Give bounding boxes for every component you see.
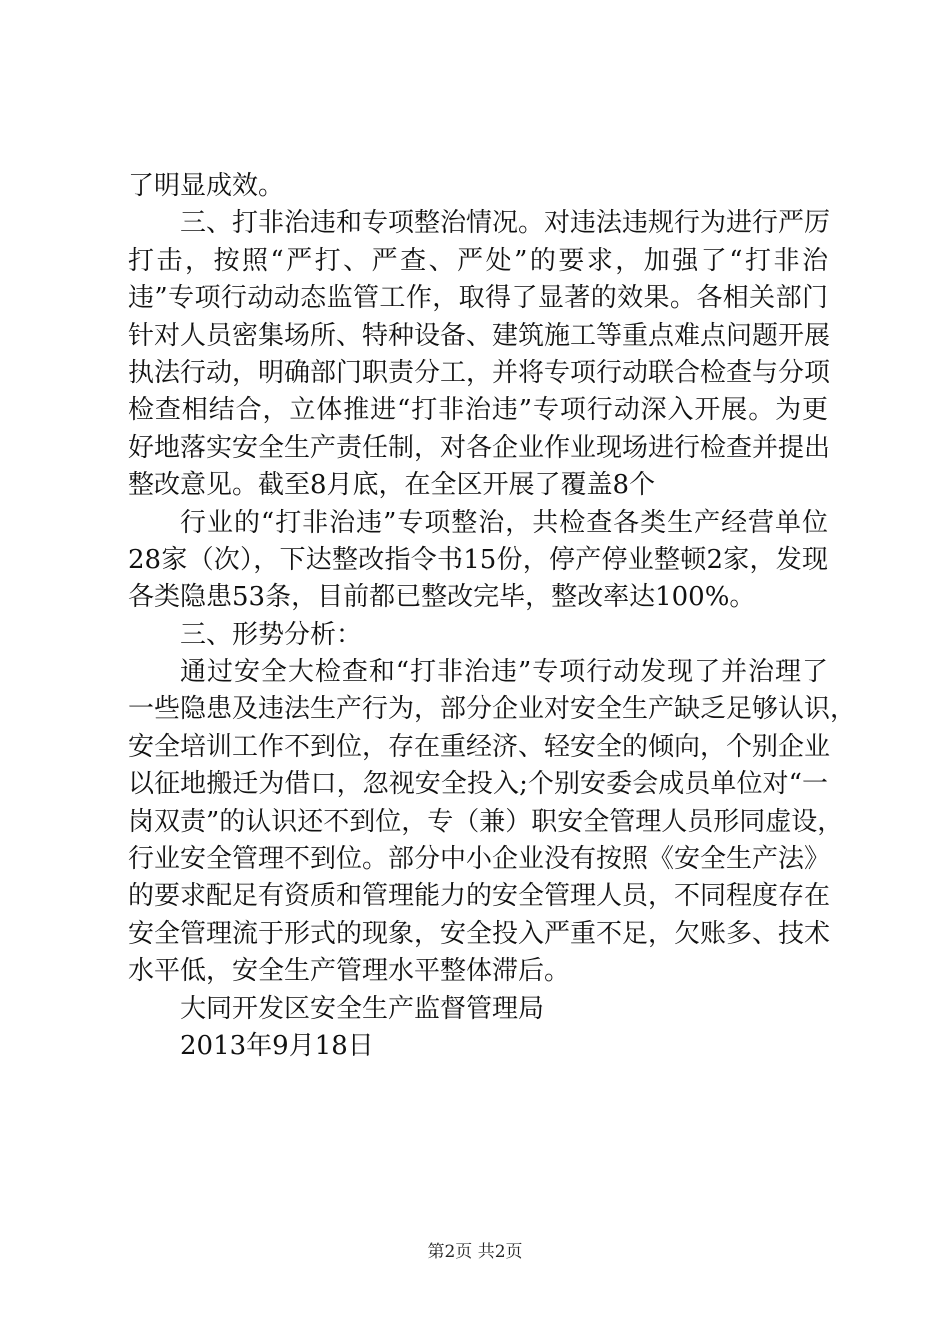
text-line: 安全管理流于形式的现象，安全投入严重不足，欠账多、技术 [128,918,831,949]
signature-organization: 大同开发区安全生产监督管理局 [180,993,545,1024]
page-footer [0,1240,950,1264]
signature-date: 2013年9月18日 [180,1030,374,1061]
text-line: 水平低，安全生产管理水平整体滞后。 [128,956,571,987]
page-number-label: 第2页 共2页 [427,1242,523,1262]
text-line: 整改意见。截至8月底，在全区开展了覆盖8个 [128,470,656,501]
text-line: 岗双责”的认识还不到位，专（兼）职安全管理人员形同虚设， [128,806,844,837]
text-line: 安全培训工作不到位，存在重经济、轻安全的倾向，个别企业 [128,731,831,762]
text-line: 检查相结合，立体推进“打非治违”专项行动深入开展。为更 [128,395,828,426]
text-line: 打击，按照“严打、严查、严处”的要求，加强了“打非治 [128,245,828,276]
text-line: 28家（次），下达整改指令书15份，停产停业整顿2家，发现 [128,544,828,575]
text-line: 通过安全大检查和“打非治违”专项行动发现了并治理了 [180,657,828,688]
text-line: 针对人员密集场所、特种设备、建筑施工等重点难点问题开展 [128,320,831,351]
document-body [128,168,857,1065]
text-line: 执法行动，明确部门职责分工，并将专项行动联合检查与分项 [128,357,831,388]
text-line: 一些隐患及违法生产行为，部分企业对安全生产缺乏足够认识， [128,694,857,725]
text-line: 的要求配足有资质和管理能力的安全管理人员，不同程度存在 [128,881,831,912]
text-line: 行业的“打非治违”专项整治，共检查各类生产经营单位 [180,507,828,538]
section-heading-line: 三、形势分析： [180,619,363,650]
text-line: 了明显成效。 [128,171,285,201]
text-line: 以征地搬迁为借口，忽视安全投入;个别安委会成员单位对“一 [128,769,828,800]
text-line: 各类隐患53条，目前都已整改完毕，整改率达100%。 [128,582,756,613]
text-line: 行业安全管理不到位。部分中小企业没有按照《安全生产法》 [128,844,831,875]
section-heading-line: 三、打非治违和专项整治情况。对违法违规行为进行严厉 [180,208,831,239]
text-line: 违”专项行动动态监管工作，取得了显著的效果。各相关部门 [128,283,828,314]
text-line: 好地落实安全生产责任制，对各企业作业现场进行检查并提出 [128,432,831,463]
